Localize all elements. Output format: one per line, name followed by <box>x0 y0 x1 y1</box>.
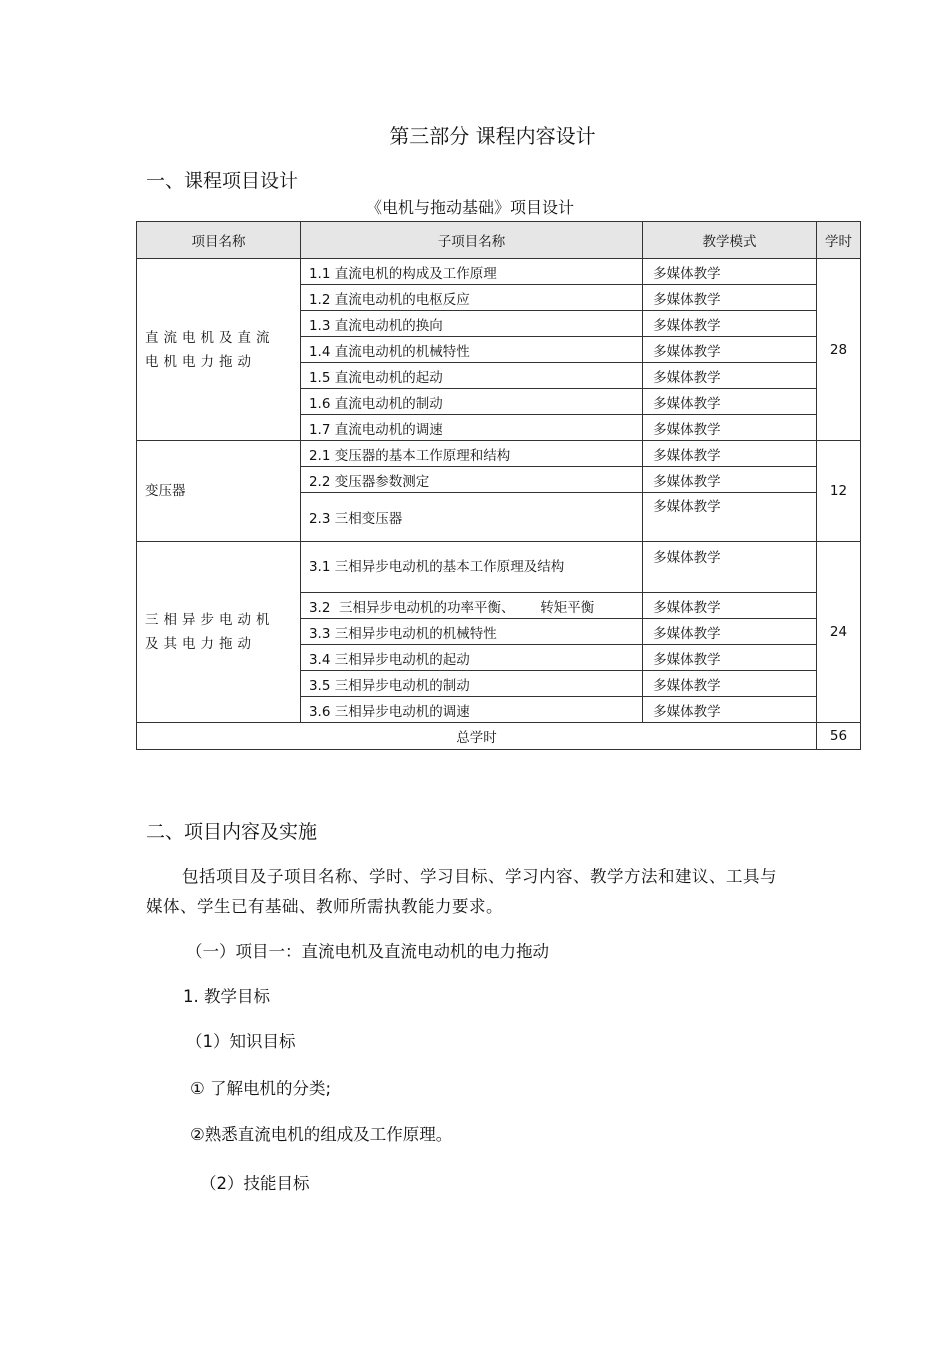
subproject-cell: 2.2 变压器参数测定 <box>300 467 642 493</box>
total-hours-value: 56 <box>816 723 860 750</box>
teaching-mode-cell: 多媒体教学 <box>643 259 817 285</box>
hours-cell: 28 <box>816 259 860 441</box>
table-row <box>137 259 861 285</box>
subproject-cell: 2.1 变压器的基本工作原理和结构 <box>300 441 642 467</box>
subproject-cell: 2.3 三相变压器 <box>300 493 642 542</box>
teaching-mode-cell: 多媒体教学 <box>643 697 817 723</box>
subproject-cell: 3.2 三相异步电动机的功率平衡、 转矩平衡 <box>300 593 642 619</box>
knowledge-goal-item: ① 了解电机的分类; <box>190 1079 332 1098</box>
knowledge-goal-heading: （1）知识目标 <box>186 1032 296 1051</box>
teaching-mode-cell: 多媒体教学 <box>643 619 817 645</box>
teaching-mode-cell: 多媒体教学 <box>643 363 817 389</box>
header-subproject-name: 子项目名称 <box>300 222 642 259</box>
subproject-cell: 1.7 直流电动机的调速 <box>300 415 642 441</box>
teaching-mode-cell: 多媒体教学 <box>643 337 817 363</box>
teaching-mode-cell: 多媒体教学 <box>643 645 817 671</box>
teaching-mode-cell: 多媒体教学 <box>643 671 817 697</box>
subproject-cell: 3.3 三相异步电动机的机械特性 <box>300 619 642 645</box>
teaching-mode-cell: 多媒体教学 <box>643 389 817 415</box>
subproject-cell: 1.5 直流电动机的起动 <box>300 363 642 389</box>
section-heading-course-project-design: 一、课程项目设计 <box>146 170 299 192</box>
hours-cell: 12 <box>816 441 860 542</box>
intro-paragraph: 包括项目及子项目名称、学时、学习目标、学习内容、教学方法和建议、工具与媒体、学生已有基础、教师所需执教能力要求。 <box>146 867 777 916</box>
subproject-cell: 1.6 直流电动机的制动 <box>300 389 642 415</box>
header-hours: 学时 <box>816 222 860 259</box>
table-header-row <box>137 222 861 259</box>
total-hours-label: 总学时 <box>137 723 817 750</box>
teaching-mode-cell: 多媒体教学 <box>643 311 817 337</box>
table-row <box>137 441 861 467</box>
subproject-cell: 3.1 三相异步电动机的基本工作原理及结构 <box>300 542 642 593</box>
teaching-mode-cell: 多媒体教学 <box>643 441 817 467</box>
skill-goal-heading: （2）技能目标 <box>200 1174 310 1193</box>
subproject-cell: 3.5 三相异步电动机的制动 <box>300 671 642 697</box>
teaching-mode-cell: 多媒体教学 <box>643 542 817 593</box>
teaching-mode-cell: 多媒体教学 <box>643 285 817 311</box>
subproject-cell: 1.3 直流电动机的换向 <box>300 311 642 337</box>
teaching-mode-cell: 多媒体教学 <box>643 467 817 493</box>
hours-cell: 24 <box>816 542 860 723</box>
project-name-cell: 变压器 <box>137 441 301 542</box>
subproject-cell: 1.4 直流电动机的机械特性 <box>300 337 642 363</box>
part-title: 第三部分 课程内容设计 <box>389 124 596 148</box>
total-row <box>137 723 861 750</box>
teaching-mode-cell: 多媒体教学 <box>643 415 817 441</box>
table-caption: 《电机与拖动基础》项目设计 <box>365 198 574 217</box>
subproject-cell: 1.1 直流电机的构成及工作原理 <box>300 259 642 285</box>
table-row <box>137 542 861 593</box>
project-name-cell: 三相异步电动机及其电力拖动 <box>137 542 301 723</box>
project-design-table <box>136 221 861 750</box>
knowledge-goal-item: ②熟悉直流电机的组成及工作原理。 <box>190 1125 453 1144</box>
project-name-cell: 直流电机及直流电机电力拖动 <box>137 259 301 441</box>
header-project-name: 项目名称 <box>137 222 301 259</box>
teaching-mode-cell: 多媒体教学 <box>643 593 817 619</box>
subproject-cell: 1.2 直流电动机的电枢反应 <box>300 285 642 311</box>
teaching-mode-cell: 多媒体教学 <box>643 493 817 542</box>
header-teaching-mode: 教学模式 <box>643 222 817 259</box>
subproject-cell: 3.4 三相异步电动机的起动 <box>300 645 642 671</box>
section-heading-project-content: 二、项目内容及实施 <box>146 821 318 843</box>
teaching-goal-heading: 1. 教学目标 <box>183 987 270 1006</box>
subproject-cell: 3.6 三相异步电动机的调速 <box>300 697 642 723</box>
project-one-heading: （一）项目一：直流电机及直流电动机的电力拖动 <box>186 942 549 961</box>
